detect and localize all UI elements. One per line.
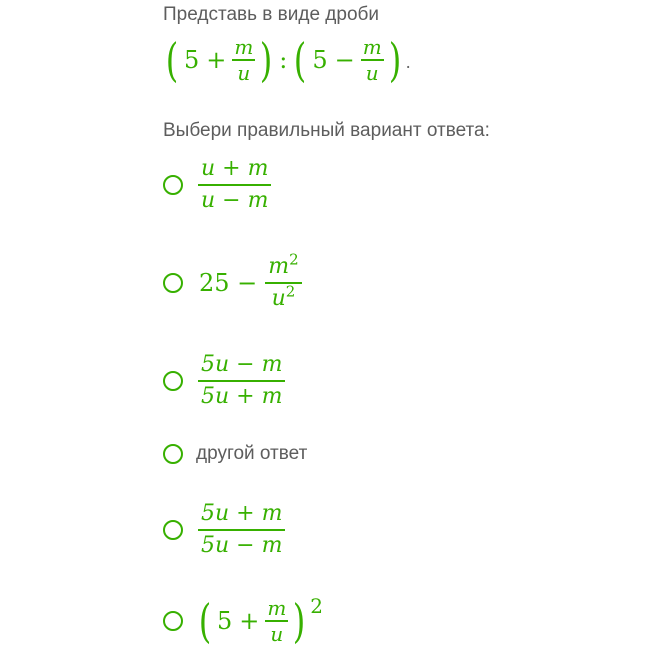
option-fraction [198,154,271,216]
option-exponent: 2 [310,594,323,618]
option-denominator [269,284,299,314]
five-right: 5 [312,46,328,74]
option-text: другой ответ [196,443,308,464]
denominator: u [365,60,379,85]
right-paren: ) [388,33,401,87]
answer-option-6[interactable] [163,593,323,648]
option-numerator: u + m [201,156,269,181]
period: . [405,53,411,72]
fraction-m-over-u-left [232,35,255,85]
option-fraction [198,350,285,412]
option-fraction [198,499,285,561]
plus-sign: + [239,606,260,635]
radio-button[interactable] [163,273,183,293]
option-denominator: 5u − m [201,532,283,558]
radio-button[interactable] [163,520,183,540]
denominator: u [237,60,251,85]
option-five: 5 [216,606,233,635]
answer-option-3[interactable] [163,350,287,412]
option-numerator: 5u + m [201,501,283,526]
numerator: m [234,35,254,60]
minus-sign: − [334,46,355,74]
left-paren: ( [294,33,307,87]
right-paren: ) [260,33,273,87]
right-paren: ) [293,593,306,648]
five-left: 5 [183,46,200,74]
radio-button[interactable] [163,444,183,464]
option-numerator: 5u − m [201,352,283,377]
numerator: m [362,35,382,60]
answer-option-4[interactable] [163,443,307,465]
question-expression [163,30,411,90]
colon-sign: : [279,46,288,74]
fraction-m-over-u-right [361,35,384,85]
option-denominator: u [270,621,284,646]
answer-option-2[interactable] [163,252,304,314]
denominator-var: u [271,285,286,311]
answer-option-5[interactable] [163,499,287,561]
option-denominator: u − m [201,187,269,213]
question-prompt: Представь в виде дроби [163,4,380,25]
radio-button[interactable] [163,371,183,391]
left-paren: ( [198,593,212,648]
option-fraction [265,252,301,314]
option-denominator: 5u + m [201,383,283,409]
option-fraction [265,596,288,646]
answer-instruction: Выбери правильный вариант ответа: [163,120,490,141]
answer-option-1[interactable] [163,154,273,216]
left-paren: ( [165,33,179,87]
denominator-exponent: 2 [285,282,296,301]
option-lead: 25 − [199,268,258,297]
numerator-exponent: 2 [289,250,299,269]
option-numerator [265,252,301,282]
radio-button[interactable] [163,175,183,195]
plus-sign: + [206,46,227,74]
radio-button[interactable] [163,611,183,631]
option-numerator: m [267,596,287,620]
numerator-var: m [268,254,290,279]
